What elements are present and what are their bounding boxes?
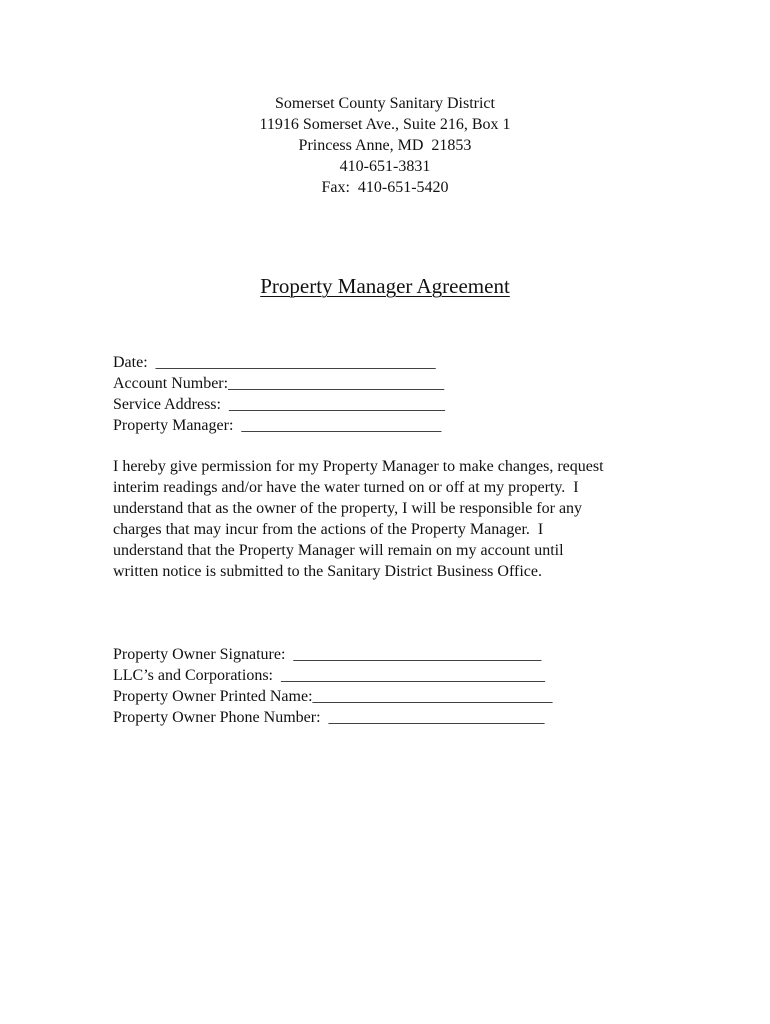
service-address-label: Service Address: [113, 396, 221, 413]
owner-phone-blank[interactable]: ___________________________ [320, 709, 545, 726]
letterhead [0, 93, 770, 198]
date-blank[interactable]: ___________________________________ [147, 354, 436, 371]
owner-printed-name-label: Property Owner Printed Name: [113, 688, 313, 705]
property-manager-label: Property Manager: [113, 417, 234, 434]
paragraph-line: understand that the Property Manager will remain on my account until [113, 542, 564, 559]
date-field [113, 352, 445, 373]
llc-corporations-blank[interactable]: _________________________________ [272, 667, 545, 684]
document-title [0, 272, 770, 300]
agreement-paragraph [113, 456, 673, 582]
owner-signature-blank[interactable]: _______________________________ [285, 646, 542, 663]
owner-signature-label: Property Owner Signature: [113, 646, 286, 663]
paragraph-line: interim readings and/or have the water turned on or off at my property. I [113, 479, 579, 496]
property-manager-blank[interactable]: _________________________ [233, 417, 442, 434]
owner-phone-field [113, 707, 553, 728]
date-label: Date: [113, 354, 148, 371]
account-number-label: Account Number: [113, 375, 229, 392]
document-title-text: Property Manager Agreement [260, 274, 510, 298]
fax-number: Fax: 410-651-5420 [321, 179, 449, 196]
service-address-blank[interactable]: ___________________________ [220, 396, 445, 413]
owner-signature-field [113, 644, 553, 665]
paragraph-line: understand that as the owner of the property, I will be responsible for any [113, 500, 583, 517]
paragraph-line: charges that may incur from the actions of the Property Manager. I [113, 521, 544, 538]
llc-corporations-field [113, 665, 553, 686]
paragraph-line: written notice is submitted to the Sanitary District Business Office. [113, 563, 542, 580]
llc-corporations-label: LLC’s and Corporations: [113, 667, 273, 684]
property-manager-field [113, 415, 445, 436]
paragraph-line: I hereby give permission for my Property Manager to make changes, request [113, 458, 604, 475]
account-number-blank[interactable]: ___________________________ [228, 375, 445, 392]
organization-name: Somerset County Sanitary District [275, 95, 495, 112]
owner-printed-name-field [113, 686, 553, 707]
owner-printed-name-blank[interactable]: ______________________________ [312, 688, 553, 705]
account-fields [113, 352, 445, 436]
address-line-1: 11916 Somerset Ave., Suite 216, Box 1 [259, 116, 511, 133]
phone-number: 410-651-3831 [339, 158, 431, 175]
service-address-field [113, 394, 445, 415]
owner-phone-label: Property Owner Phone Number: [113, 709, 321, 726]
account-number-field [113, 373, 445, 394]
signature-fields [113, 644, 553, 728]
address-line-2: Princess Anne, MD 21853 [298, 137, 472, 154]
